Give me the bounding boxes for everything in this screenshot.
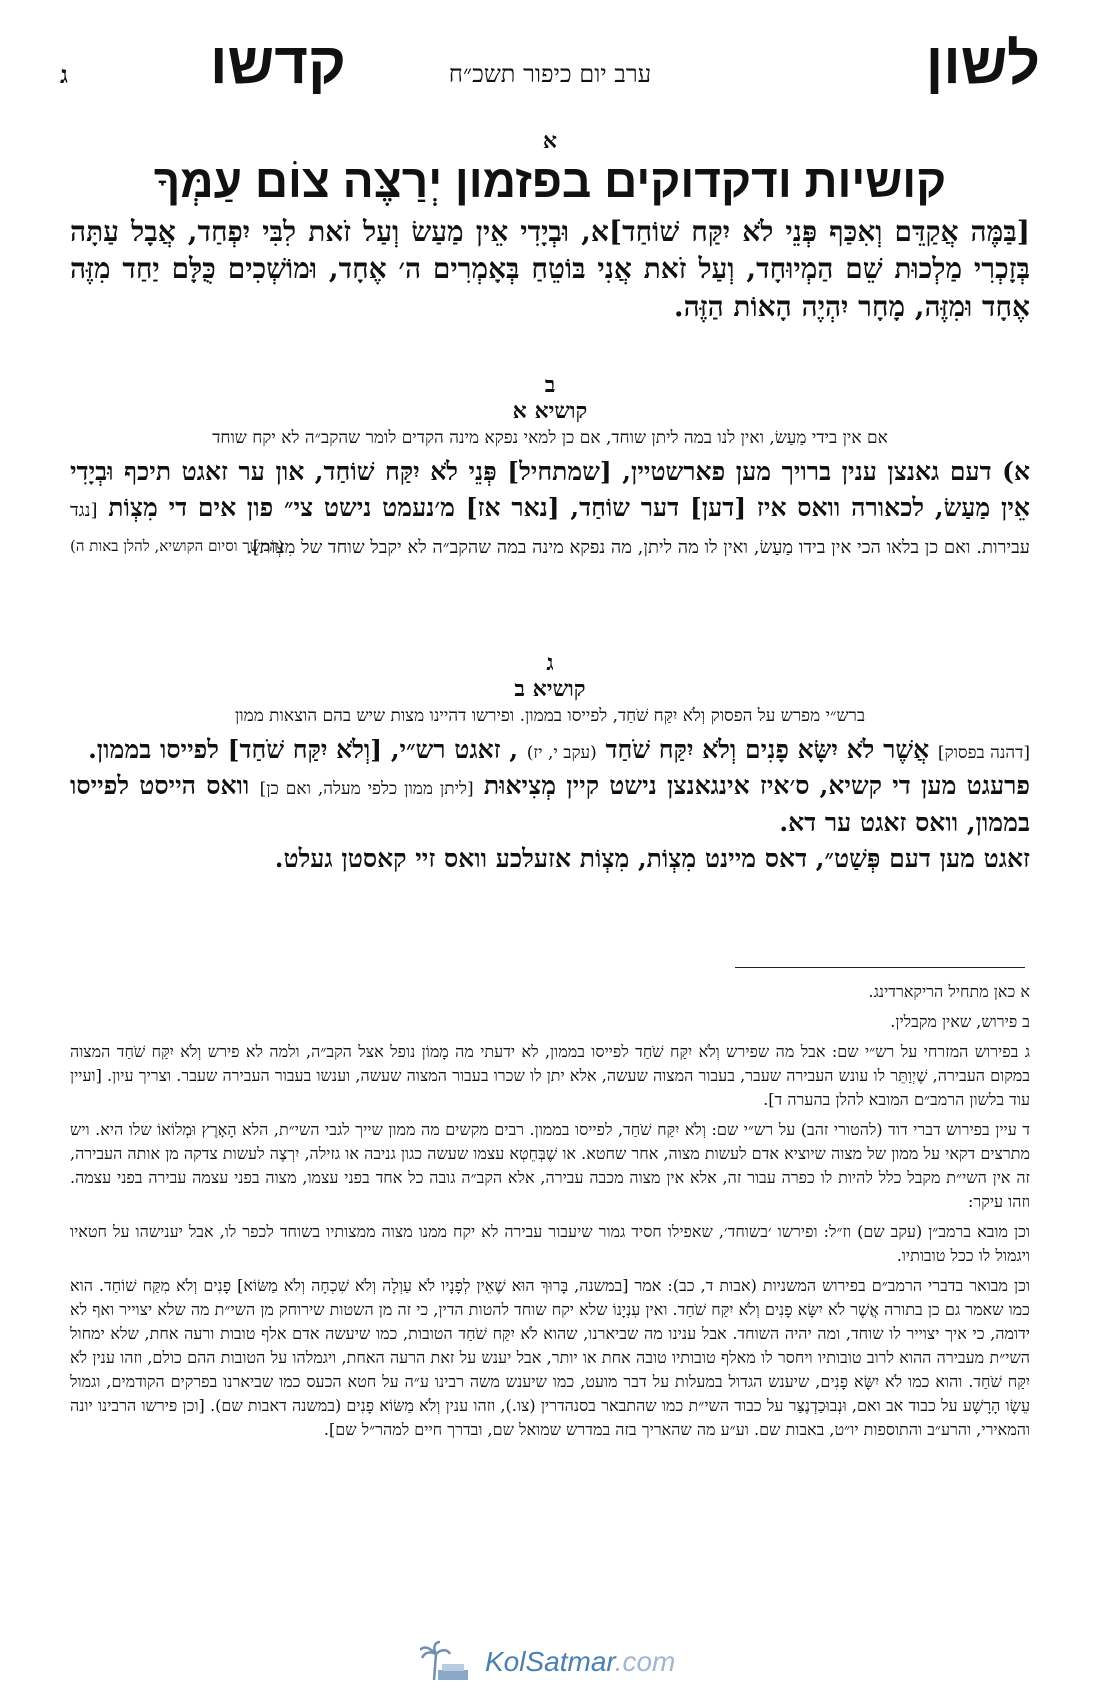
section-b-letter: ב — [544, 372, 556, 398]
section-c-subtitle: קושיא ב — [514, 676, 586, 702]
footnote-d-ramban: וכן מובא ברמב״ן (עקב שם) וז״ל: ופירשו ׳בשוחד׳, שאפילו חסיד גמור שיעבור עבירה לא יקח ממנו מצוה ממצותיו בשוחד לכפר לו, אבל יענישהו על חטאיו ויגמול לו ככל טובותיו. — [70, 1222, 1030, 1265]
section-c-para2-small: [ליתן ממון כלפי מעלה, ואם כן] — [259, 779, 474, 800]
section-b — [70, 372, 1030, 556]
section-c-para3: זאגט מען דעם פְּשַׁט״, דאס מיינט מִצְוֹת, מִצְוֹת אזעלכע וואס זיי קאסטן געלט. — [274, 843, 1030, 873]
verse-ref: (עקב י, יז) — [526, 743, 597, 763]
section-b-para1-small: [נגד עבירות. ואם כן בלאו הכי אין בידו מַעַשׂ, ואין לו מה ליתן, מה נפקא מינה במה שהקב״ה לא יקבל שוחד של מִצְוֹת]. — [70, 500, 1030, 558]
page-header — [60, 30, 1040, 110]
footnotes — [70, 980, 1030, 1448]
section-b-para1-text: א) דעם גאנצן ענין ברויך מען פארשטיין, [שמתחיל] פְּנֵי לֹא יִקַּח שׁוֹחַד, און ער זאגט תיכף וּבְיָדִי אֵין מַעַשׂ, לכאורה וואס איז [דען] דער שוֹחַד, [נאר אז] מ׳נעמט נישט צי״ פון אים די מִצְוֹת — [70, 457, 1030, 523]
section-b-subtitle: קושיא א — [512, 398, 588, 424]
header-word-left: קדשו — [210, 31, 346, 96]
footnote-b: ב פירוש, שאין מקבלין. — [890, 1012, 1030, 1031]
section-a-letter: א — [542, 128, 558, 154]
header-date: ערב יום כיפור תשכ״ח — [448, 60, 652, 88]
section-c-para2-text: פרעגט מען די קשיא, ס׳איז אינגאנצן נישט קיין מְצִיאוּת — [483, 771, 1030, 801]
section-c-verse — [70, 732, 1030, 768]
section-c-letter: ג — [546, 650, 554, 676]
verse-prefix: [דהנה בפסוק] — [937, 743, 1030, 763]
section-a-text: [בַּמֶּה אֲקַדֵּם וְאִכַּף פְּנֵי לֹא יִקַּח שׁוֹחַד]א, וּבְיָדִי אֵין מַעַשׂ וְעַל זֹאת לִבִּי יִפְחַד, אֲבָל עַתָּה בְּזָכְרִי מַלְכוּת שֵׁם הַמְיוּחָד, וְעַל זֹאת אֲנִי בּוֹטֵחַ בְּאָמְרִים ה׳ אֶחָד, וּמוֹשְׁכִים כֻּלָּם יַחַד מִזֶּה אֶחָד וּמִזֶּה, מָחָר יִהְיֶה הָאוֹת הַזֶּה. — [70, 214, 1030, 324]
header-word-right: לשון — [925, 31, 1040, 96]
footnote-c: ג בפירוש המזרחי על רש״י שם: אבל מה שפירש וְלֹא יִקַּח שֹׁחַד לפייסו בממון, לא ידעתי מה מָמוֹן נופל אצל הקב״ה, ולמה לא פירש וְלֹא יִקַּח שֹׁחַד המצוה במקום העבירה, שֶׁיְוַתֵּר לו עונש העבירה שעבר, בעבור המצוה שעשה, אלא יתן לו שכרו בעבור המצוה שעשה, וענשו בעבור העבירה שעבר. וצריך עיון. [ועיין עוד בלשון הרמב״ם המובא להלן בהערה ד]. — [70, 1042, 1030, 1109]
section-c — [70, 650, 1030, 877]
footnote-divider — [735, 967, 1025, 968]
logo-text — [485, 1646, 675, 1678]
section-a-title: קושיות ודקדוקים בפזמון יְרַצֶּה צוֹם עַמְּךָ — [153, 155, 947, 207]
logo-brand: KolSatmar — [485, 1646, 615, 1677]
verse-rashi: , זאגט רש״י, [וְלֹא יִקַּח שֹׁחַד] לפייסו בממון. — [88, 735, 519, 764]
palm-tree-icon — [420, 1640, 476, 1684]
verse-text: אֲשֶׁר לֹא יִשָּׂא פָנִים וְלֹא יִקַּח שֹׁחַד — [605, 735, 930, 764]
section-b-summary: אם אין בידי מַעַשׂ, ואין לנו במה ליתן שוחד, אם כן למאי נפקא מינה הקדים לומר שהקב״ה לא יקח שוחד — [212, 428, 888, 448]
section-b-note: (המשך וסיום הקושיא, להלן באות ה) — [70, 536, 284, 555]
section-a — [70, 128, 1030, 326]
section-c-para2 — [70, 768, 1030, 841]
page-number: ג — [60, 60, 68, 89]
footnote-d-rambam: וכן מבואר בדברי הרמב״ם בפירוש המשניות (אבות ד, כב): אמר [במשנה, בָּרוּךְ הוּא שֶׁאֵין לְפָנָיו לֹא עַוְלָה וְלֹא שִׁכְחָה וְלֹא מַשּׂוֹא] פָנִים וְלֹא מִקַּח שׁוֹחַד. הוא כמו שאמר גם כן בתורה אֲשֶׁר לֹא יִשָּׂא פָנִים וְלֹא יִקַּח שֹׁחַד. ואין עִנְיָנוֹ שלא יקח שוחד להטות הדין, כי זה מן השטות שירוחק מן השי״ת מה שלא יצוייר ואף לא ידומה, כי איך יצוייר לו שוחד, ומה יהיה השוחד. אבל ענינו מה שביארנו, שהוא לֹא יִקַּח שֹׁחַד הטובות, כמו שיעשה אדם אלף טובות ורעה אחת, שלא ימחול השי״ת מעבירה ההוא לרוב טובותיו ויחסר לו מאלף טובותיו טובה אחת או יותר, אבל יענש על זאת הרעה האחת, ויגמלהו על הטובות ההם כולם, וזהו ענין לֹא יִקַּח שֹׁחַד. והוא כמו לֹא יִשָּׂא פָנִים, שיענש הגדול במעלות על דבר מועט, כמו שיענש משה רבינו ע״ה על חטא הכעס כמו שביארנו בפרקים הקודמים, וגמול עֵשָׂו הָרָשָׁע על כבוד אב ואם, וּנְבוּכַדְנֶצַּר על כבוד השי״ת כמו שהתבאר בסנהדרין (צו.), וזהו ענין וְלֹא מַשּׂוֹא פָנִים (במשנה דאבות שם). [וכן פירשו הרבינו יונה והמאירי, והרע״ב והתוספות יו״ט, באבות שם. וע״ע מה שהאריך בזה במדרש שמואל שם, ובדרך חיים למהר״ל שם]. — [70, 1276, 1031, 1439]
logo-domain: .com — [614, 1646, 676, 1677]
footnote-a: א כאן מתחיל הריקארדינג. — [868, 982, 1030, 1001]
section-c-para2-end: וואס הייסט לפייסו בממון, וואס זאגט ער דא. — [70, 771, 1030, 837]
footnote-d: ד עיין בפירוש דברי דוד (להטורי זהב) על רש״י שם: וְלֹא יִקַּח שֹׁחַד, לפייסו בממון. רבים מקשים מה ממון שייך לגבי השי״ת, הלא הָאָרֶץ וּמְלוֹאוֹ שלו היא. ויש מתרצים דקאי על ממון של מצוה שיוציא אדם לעשות מצוה, אחר שחטא. או שֶׁבְּחֵטְא עצמו שעשה כגון גניבה או גזילה, יִרְצֶה לעשות צדקה מן אותה העבירה, זה אין השי״ת מקבל כלל להיות לו כפרה עבור זה, אלא אין מצוה מכבה עבירה, אלא הקב״ה גובה כל אחד בפני עצמו, מצוה בפני עצמה עבירה בפני עצמה. וזהו עיקר: — [70, 1120, 1030, 1211]
section-c-summary: ברש״י מפרש על הפסוק וְלֹא יִקַּח שֹׁחַד, לפייסו בממון. ופירשו דהיינו מצות שיש בהם הוצאות ממון — [234, 706, 866, 726]
kolsatmar-logo — [420, 1640, 680, 1684]
